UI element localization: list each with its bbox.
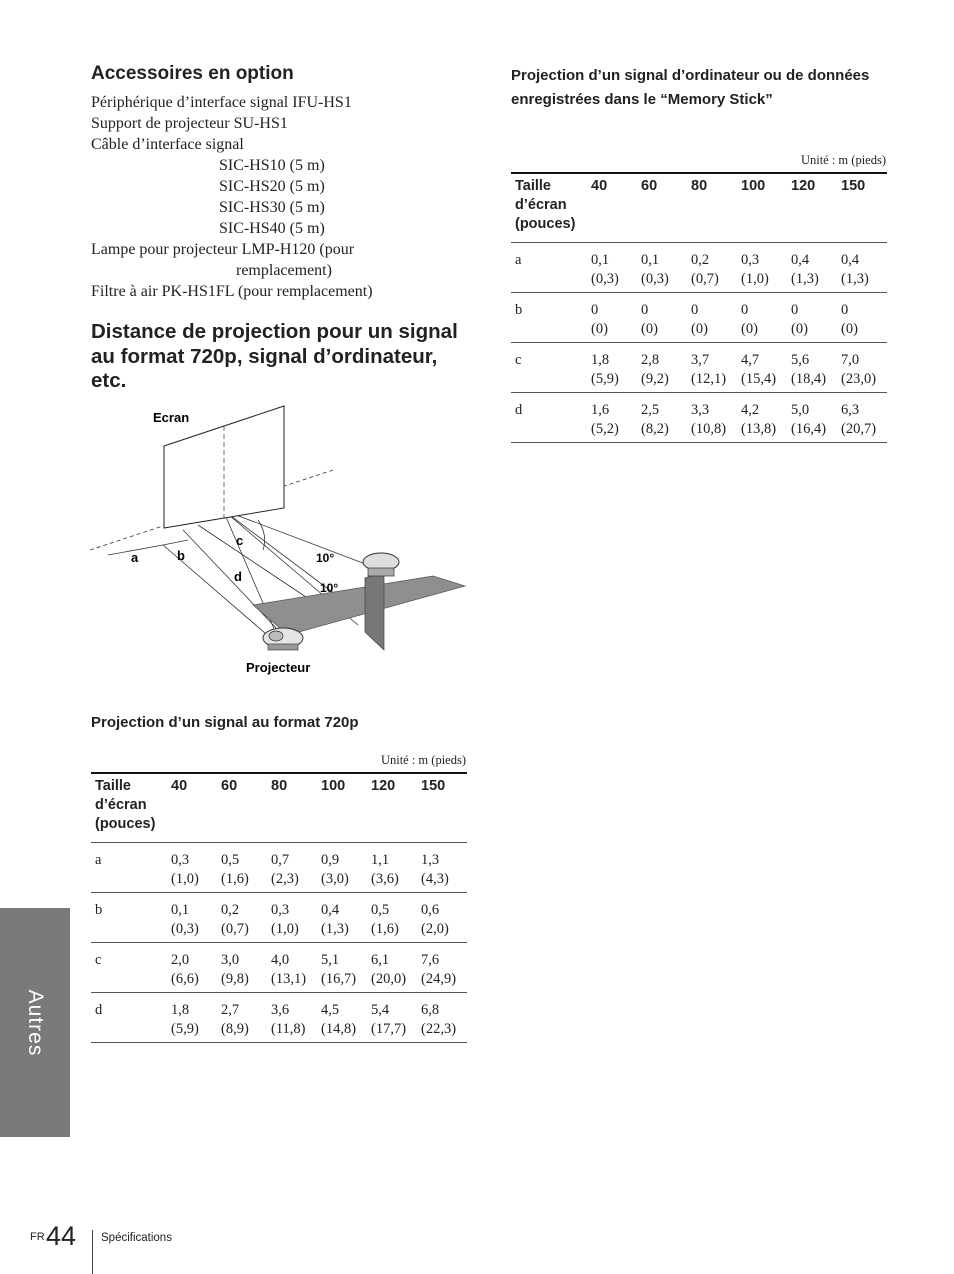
header-size: 60 [217,773,267,843]
table-cell [637,243,687,293]
row-label: c [91,943,167,993]
cell-meters: 0,4 [321,902,340,918]
cell-meters: 0 [691,302,699,318]
table-cell [787,293,837,343]
table-cell [217,993,267,1043]
cell-feet: (1,3) [841,271,869,287]
cell-feet: (1,0) [271,921,299,937]
cell-feet: (5,9) [591,371,619,387]
accessories-list [91,92,471,302]
table-body [511,243,887,443]
cell-feet: (16,4) [791,421,827,437]
table-body [91,843,467,1043]
cell-meters: 2,8 [641,352,660,368]
row-label: d [511,393,587,443]
table-row [91,993,467,1043]
table-cell [787,243,837,293]
table-header-row [91,773,467,843]
table-cell [687,393,737,443]
cell-feet: (17,7) [371,1021,407,1037]
cell-feet: (2,0) [421,921,449,937]
cell-feet: (0,3) [641,271,669,287]
cell-feet: (5,2) [591,421,619,437]
cell-meters: 3,7 [691,352,710,368]
cell-feet: (23,0) [841,371,877,387]
label-angle-bottom: 10° [320,581,339,595]
accessory-subitem: SIC-HS20 (5 m) [219,178,325,195]
cell-feet: (8,9) [221,1021,249,1037]
cell-meters: 0 [591,302,599,318]
row-label: d [91,993,167,1043]
cell-meters: 0 [641,302,649,318]
header-size: 150 [837,173,887,243]
table-cell [417,943,467,993]
cell-meters: 0,4 [791,252,810,268]
cell-meters: 6,3 [841,402,860,418]
cell-meters: 0,3 [271,902,290,918]
row-label: a [511,243,587,293]
accessory-item: Lampe pour projecteur LMP-H120 (pour [91,241,355,258]
header-size: 120 [367,773,417,843]
accessory-item: Périphérique d’interface signal IFU-HS1 [91,94,352,111]
table-cell [417,993,467,1043]
accessory-subitem: SIC-HS10 (5 m) [219,157,325,174]
table-cell [787,393,837,443]
cell-meters: 0,1 [641,252,660,268]
table-720p-unit: Unité : m (pieds) [380,753,466,767]
cell-feet: (13,8) [741,421,777,437]
cell-meters: 0,4 [841,252,860,268]
cell-meters: 1,8 [591,352,610,368]
beam-line [223,510,368,565]
cell-feet: (15,4) [741,371,777,387]
table-cell [737,243,787,293]
cell-meters: 7,0 [841,352,860,368]
table-cell [367,993,417,1043]
table-cell [167,843,217,893]
header-size: 80 [267,773,317,843]
cell-feet: (0) [641,321,658,337]
side-tab-label: Autres [24,989,47,1056]
table-row [91,943,467,993]
table-cell [417,893,467,943]
cell-meters: 2,7 [221,1002,240,1018]
table-cell [587,293,637,343]
footer-language: FR [30,1231,45,1243]
table-cell [637,343,687,393]
cell-feet: (14,8) [321,1021,357,1037]
cell-feet: (16,7) [321,971,357,987]
cell-meters: 4,5 [321,1002,340,1018]
table-computer-title: Projection d’un signal d’ordinateur ou de données enregistrées dans le “Memory Stick” [511,67,870,108]
table-cell [687,343,737,393]
table-720p [91,772,467,1043]
table-cell [317,943,367,993]
label-c: c [236,533,244,548]
accessory-item: Support de projecteur SU-HS1 [91,115,288,132]
table-cell [217,943,267,993]
header-size: 120 [787,173,837,243]
label-a: a [131,550,139,565]
table-cell [317,843,367,893]
cell-feet: (24,9) [421,971,457,987]
cell-feet: (1,3) [321,921,349,937]
cell-meters: 0,5 [371,902,390,918]
table-cell [367,943,417,993]
table-cell [217,893,267,943]
cell-meters: 5,1 [321,952,340,968]
table-cell [587,343,637,393]
projector-floor [263,628,303,650]
table-header-row [511,173,887,243]
table-cell [737,343,787,393]
cell-meters: 0,5 [221,852,240,868]
cell-meters: 0 [741,302,749,318]
cell-meters: 5,6 [791,352,810,368]
table-cell [267,843,317,893]
table-cell [837,343,887,393]
table-cell [267,993,317,1043]
footer-section: Spécifications [101,1232,172,1244]
cell-meters: 2,5 [641,402,660,418]
row-label: b [511,293,587,343]
cell-meters: 7,6 [421,952,440,968]
cell-feet: (1,0) [171,871,199,887]
table-cell [317,893,367,943]
cell-meters: 2,0 [171,952,190,968]
table-cell [587,243,637,293]
table-computer-unit: Unité : m (pieds) [800,153,886,167]
table-row [91,893,467,943]
cell-feet: (1,6) [371,921,399,937]
table-cell [687,293,737,343]
cell-meters: 4,2 [741,402,760,418]
cell-meters: 1,1 [371,852,390,868]
cell-feet: (18,4) [791,371,827,387]
cell-feet: (1,6) [221,871,249,887]
table-cell [167,943,217,993]
cell-feet: (0) [691,321,708,337]
cell-meters: 5,0 [791,402,810,418]
cell-meters: 0,3 [741,252,760,268]
table-cell [837,243,887,293]
cell-feet: (0,3) [171,921,199,937]
cell-meters: 4,7 [741,352,760,368]
cell-feet: (13,1) [271,971,307,987]
cell-meters: 3,0 [221,952,240,968]
cell-feet: (9,2) [641,371,669,387]
accessory-item: Filtre à air PK-HS1FL (pour remplacement) [91,283,373,300]
table-cell [367,843,417,893]
cell-meters: 0,1 [591,252,610,268]
accessory-item-continued: remplacement) [236,262,332,279]
row-label: c [511,343,587,393]
cell-meters: 0,3 [171,852,190,868]
cell-feet: (8,2) [641,421,669,437]
label-projector: Projecteur [246,660,311,675]
table-cell [837,293,887,343]
table-cell [317,993,367,1043]
label-angle-top: 10° [316,551,335,565]
cell-feet: (20,0) [371,971,407,987]
cell-feet: (20,7) [841,421,877,437]
table-cell [687,243,737,293]
cell-meters: 1,8 [171,1002,190,1018]
header-screen-size: Taille d’écran (pouces) [511,173,587,243]
cell-meters: 5,4 [371,1002,390,1018]
cell-meters: 3,6 [271,1002,290,1018]
cell-meters: 0,9 [321,852,340,868]
table-row [511,293,887,343]
cell-feet: (12,1) [691,371,727,387]
cell-meters: 0 [791,302,799,318]
cell-feet: (5,9) [171,1021,199,1037]
table-cell [367,893,417,943]
distance-heading: Distance de projection pour un signal au format 720p, signal d’ordinateur, etc. [91,320,458,392]
cell-meters: 0,7 [271,852,290,868]
cell-feet: (0) [741,321,758,337]
cell-feet: (22,3) [421,1021,457,1037]
cell-feet: (1,0) [741,271,769,287]
cell-feet: (6,6) [171,971,199,987]
cell-feet: (0) [841,321,858,337]
cell-meters: 6,1 [371,952,390,968]
accessory-subitem: SIC-HS40 (5 m) [219,220,325,237]
header-size: 80 [687,173,737,243]
accessory-item: Câble d’interface signal [91,136,244,153]
dim-b-line [163,540,188,545]
floor-plane [253,576,465,635]
table-cell [167,893,217,943]
table-cell [737,393,787,443]
label-screen: Ecran [153,410,190,425]
cell-meters: 0,6 [421,902,440,918]
cell-feet: (9,8) [221,971,249,987]
cell-feet: (3,6) [371,871,399,887]
header-size: 100 [317,773,367,843]
cell-feet: (1,3) [791,271,819,287]
table-720p-title: Projection d’un signal au format 720p [91,714,359,731]
accessories-heading: Accessoires en option [91,63,294,84]
table-cell [417,843,467,893]
cell-meters: 3,3 [691,402,710,418]
table-cell [267,893,317,943]
table-cell [737,293,787,343]
table-cell [837,393,887,443]
cell-feet: (0,7) [691,271,719,287]
header-size: 100 [737,173,787,243]
cell-meters: 0 [841,302,849,318]
table-row [511,393,887,443]
row-label: a [91,843,167,893]
cell-feet: (10,8) [691,421,727,437]
table-row [91,843,467,893]
cell-meters: 0,2 [221,902,240,918]
table-cell [637,393,687,443]
label-d: d [234,569,242,584]
footer-divider [92,1230,93,1274]
vertical-plane [365,572,384,650]
cell-feet: (0) [591,321,608,337]
projector-ceiling [363,553,399,576]
accessory-subitem: SIC-HS30 (5 m) [219,199,325,216]
cell-meters: 0,1 [171,902,190,918]
table-cell [637,293,687,343]
table-cell [267,943,317,993]
section-side-tab [0,908,70,1137]
table-row [511,343,887,393]
projection-diagram [88,400,473,685]
table-cell [167,993,217,1043]
footer-page-number: 44 [46,1221,77,1251]
row-label: b [91,893,167,943]
cell-feet: (4,3) [421,871,449,887]
cell-feet: (0,7) [221,921,249,937]
header-size: 40 [587,173,637,243]
cell-feet: (0,3) [591,271,619,287]
cell-meters: 6,8 [421,1002,440,1018]
table-cell [587,393,637,443]
header-size: 40 [167,773,217,843]
header-size: 60 [637,173,687,243]
label-b: b [177,548,185,563]
table-cell [217,843,267,893]
cell-meters: 1,6 [591,402,610,418]
header-size: 150 [417,773,467,843]
table-cell [787,343,837,393]
cell-feet: (11,8) [271,1021,306,1037]
cell-feet: (0) [791,321,808,337]
cell-feet: (3,0) [321,871,349,887]
cell-meters: 4,0 [271,952,290,968]
table-row [511,243,887,293]
header-screen-size: Taille d’écran (pouces) [91,773,167,843]
cell-meters: 1,3 [421,852,440,868]
cell-meters: 0,2 [691,252,710,268]
cell-feet: (2,3) [271,871,299,887]
table-computer [511,172,887,443]
